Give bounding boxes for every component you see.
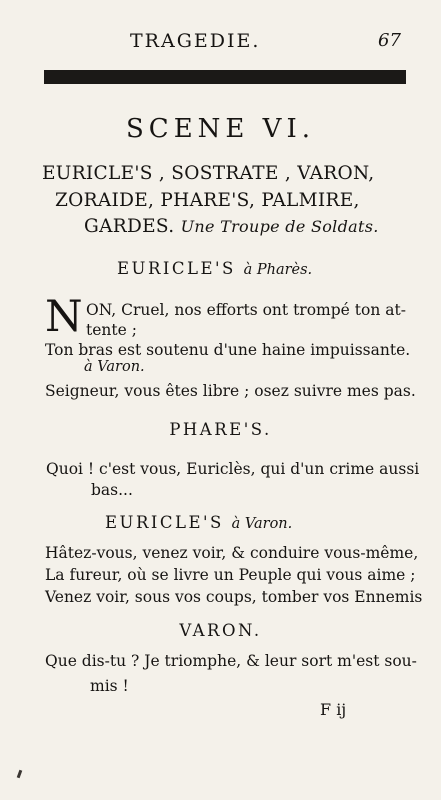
cast-soldiers: Une Troupe de Soldats. — [180, 217, 379, 236]
ornamental-rule — [44, 70, 406, 84]
verse-line-continuation: bas... — [91, 481, 133, 499]
page-number: 67 — [378, 30, 401, 51]
speaker-varon: VARON. — [179, 621, 262, 640]
signature-mark: F ij — [320, 700, 347, 719]
drop-cap: N — [45, 292, 83, 342]
speaker-phares: PHARE'S. — [169, 420, 272, 439]
cast-line-3 — [84, 216, 379, 237]
cast-line-2: ZORAIDE, PHARE'S, PALMIRE, — [55, 190, 360, 211]
verse-line-continuation: tente ; — [86, 321, 137, 339]
stage-direction: à Pharès. — [243, 262, 313, 278]
ink-speck — [17, 770, 23, 779]
verse-line-continuation: mis ! — [90, 677, 129, 695]
speaker-name: EURICLE'S — [105, 513, 224, 532]
stage-direction-aside: à Varon. — [84, 359, 145, 375]
verse-line: La fureur, où se livre un Peuple qui vous aime ; — [45, 566, 416, 584]
verse-line: Ton bras est soutenu d'une haine impuissante. — [45, 341, 411, 359]
speaker-name: EURICLE'S — [117, 259, 236, 278]
verse-line: Que dis-tu ? Je triomphe, & leur sort m'est sou- — [45, 652, 417, 670]
cast-line-1: EURICLE'S , SOSTRATE , VARON, — [42, 163, 375, 184]
running-head — [0, 30, 441, 56]
speaker-euricles — [117, 259, 312, 278]
running-title: TRAGEDIE. — [130, 30, 261, 52]
verse-line: Venez voir, sous vos coups, tomber vos Ennemis — [45, 588, 423, 606]
verse-line: Quoi ! c'est vous, Euriclès, qui d'un crime aussi — [46, 460, 420, 478]
verse-line: Hâtez-vous, venez voir, & conduire vous-même, — [45, 544, 419, 562]
cast-guards: GARDES. — [84, 216, 175, 237]
verse-line: ON, Cruel, nos efforts ont trompé ton at- — [86, 301, 406, 319]
stage-direction: à Varon. — [231, 516, 293, 532]
scene-heading: SCENE VI. — [126, 114, 315, 144]
verse-line: Seigneur, vous êtes libre ; osez suivre mes pas. — [45, 382, 416, 400]
speaker-euricles — [105, 513, 292, 532]
